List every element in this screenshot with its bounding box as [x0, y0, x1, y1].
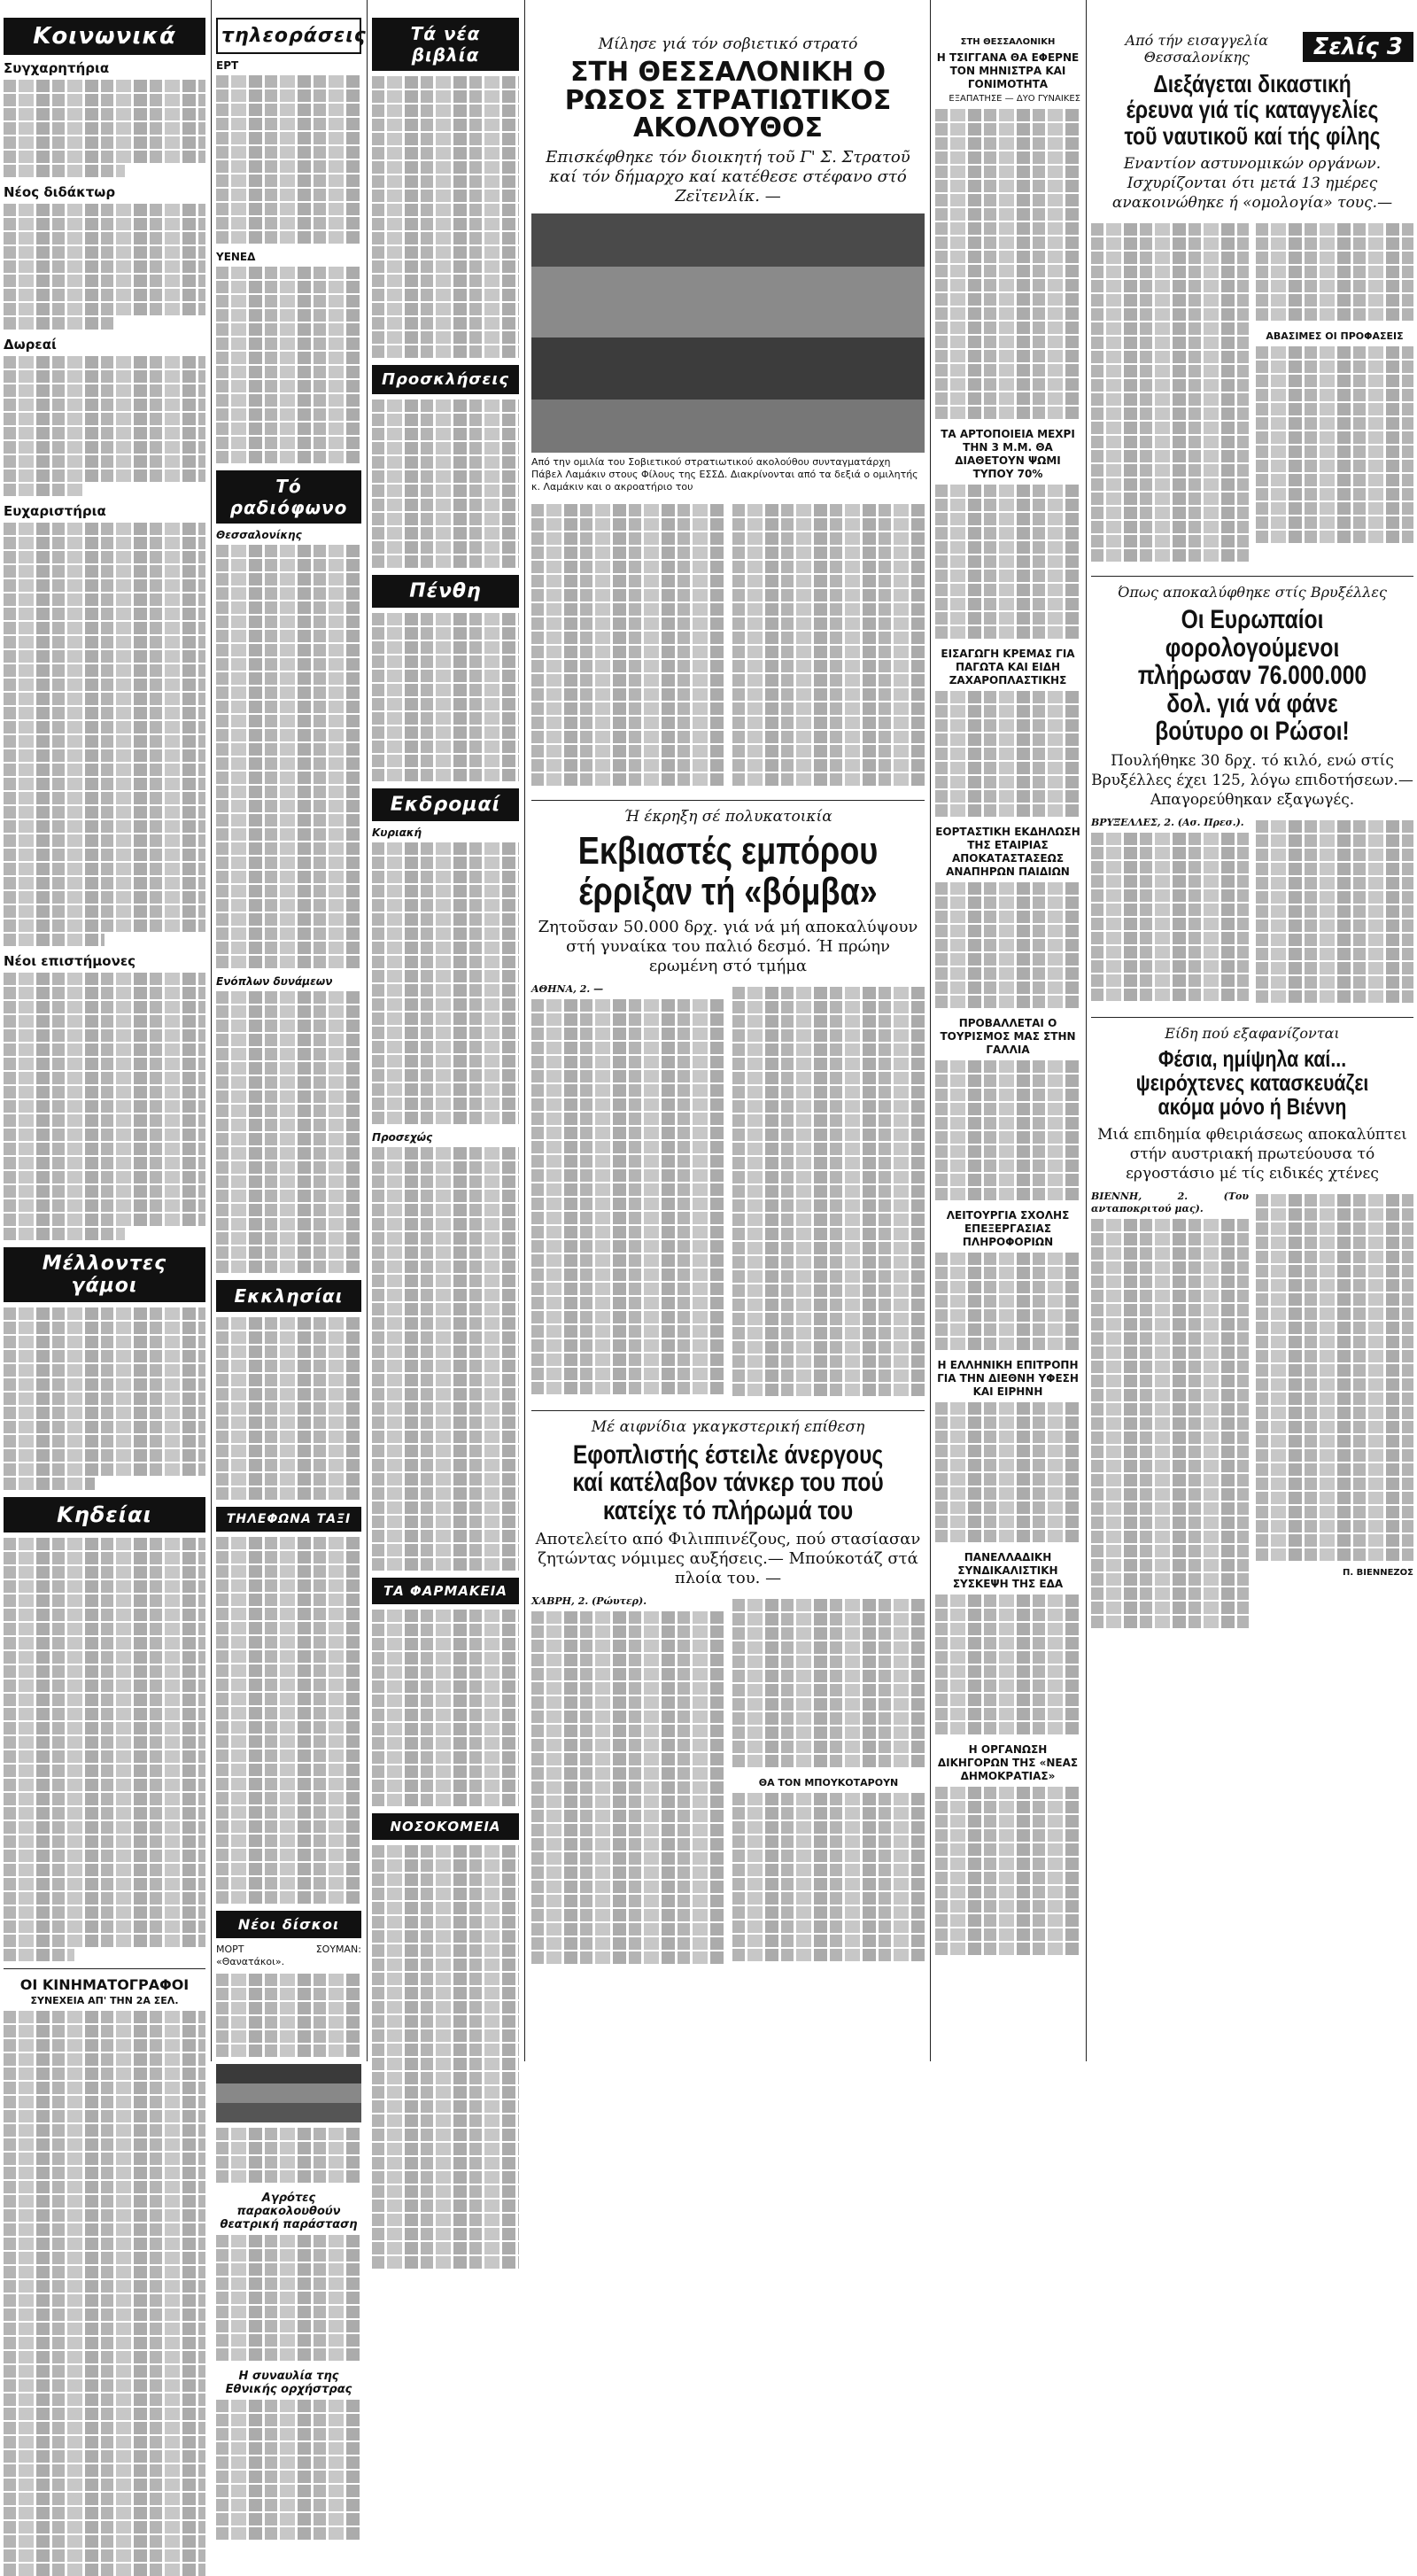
- brief-tourismos-head: ΠΡΟΒΑΛΛΕΤΑΙ Ο ΤΟΥΡΙΣΜΟΣ ΜΑΣ ΣΤΗΝ ΓΑΛΛΙΑ: [940, 1017, 1076, 1056]
- text-block: [4, 356, 205, 496]
- section-farmakeia: ΤΑ ΦΑΡΜΑΚΕΙΑ: [372, 1578, 519, 1604]
- text-block: [372, 1147, 519, 1571]
- story2-deck: Πουλήθηκε 30 δρχ. τό κιλό, ενώ στίς Βρυξέλλες έχει 125, λόγω επιδοτήσεων.— Απαγορεύθηκαν εξαγωγές.: [1091, 751, 1413, 809]
- text-block: [935, 1402, 1080, 1542]
- subhead-enoplon: Ενόπλων δυνάμεων: [216, 975, 333, 988]
- column-broadcast: [216, 0, 367, 2396]
- story2-body: [1091, 817, 1413, 1012]
- lead-deck: Επισκέφθηκε τόν διοικητή τοῦ Γ' Σ. Στρατοῦ καί τόν δήμαρχο καί κατέθεσε στέφανο στό Ζεϊτενλίκ. —: [546, 147, 910, 206]
- section-nosokomeia: ΝΟΣΟΚΟΜΕΙΑ: [372, 1813, 519, 1840]
- section-proskliseis: Προσκλήσεις: [372, 365, 519, 394]
- text-block: [935, 1253, 1080, 1350]
- story1-deck: Εναντίον αστυνομικών οργάνων. Ισχυρίζονται ότι μετά 13 ημέρες ανακοινώθηκε ή «ομολογία» τους.—: [1111, 155, 1393, 213]
- text-block: [935, 1060, 1080, 1200]
- subhead-thessalonikis: Θεσσαλονίκης: [216, 529, 302, 541]
- column-news-briefs: [935, 0, 1080, 2061]
- subhead-neoi-epistimones: Νέοι επιστήμονες: [4, 953, 136, 969]
- column-social: [4, 0, 205, 2061]
- subhead-prosechos: Προσεχώς: [372, 1131, 433, 1144]
- text-block: [216, 1974, 361, 2057]
- section-ekdromai: Εκδρομαί: [372, 788, 519, 821]
- story3-body: [1091, 1191, 1413, 1635]
- column-rule: [1086, 0, 1087, 2061]
- text-block: [935, 882, 1080, 1008]
- column-rule: [930, 0, 931, 2061]
- page-tag: Σελίς 3: [1303, 32, 1413, 62]
- text-block: [372, 1845, 519, 2269]
- text-block: [216, 2235, 361, 2361]
- text-block: [4, 523, 205, 946]
- section-radiophono: Τό ραδιόφωνο: [216, 470, 361, 524]
- tanker-headline: Εφοπλιστής έστειλε άνεργους καί κατέλαβον τάνκερ του πού κατείχε τό πλήρωμά του: [572, 1439, 884, 1525]
- column-books: [372, 0, 519, 2061]
- brief-tsigana-sub: ΕΞΑΠΑΤΗΣΕ — ΔΥΟ ΓΥΝΑΙΚΕΣ: [949, 94, 1080, 104]
- story3-headline: Φέσια, ημίψηλα καί... ψειρόχτενες κατασκευάζει ακόμα μόνο ή Βιέννη: [1135, 1044, 1369, 1121]
- bomb-dateline: ΑΘΗΝΑ, 2. —: [531, 982, 604, 995]
- brief-organosi-head: Η ΟΡΓΑΝΩΣΗ ΔΙΚΗΓΟΡΩΝ ΤΗΣ «ΝΕΑΣ ΔΗΜΟΚΡΑΤΙΑΣ»: [937, 1743, 1079, 1782]
- text-block: [372, 613, 519, 781]
- brief-eisagogi-head: ΕΙΣΑΓΩΓΗ ΚΡΕΜΑΣ ΓΙΑ ΠΑΓΩΤΑ ΚΑΙ ΕΙΔΗ ΖΑΧΑΡΟΠΛΑΣΤΙΚΗΣ: [941, 648, 1075, 687]
- phone-list: [216, 1537, 361, 1904]
- story2-kicker: Όπως αποκαλύφθηκε στίς Βρυξέλλες: [1118, 584, 1387, 601]
- cinema-heading: ΟΙ ΚΙΝΗΜΑΤΟΓΡΑΦΟΙ: [19, 1976, 190, 1993]
- brief-syskepsi-head: ΠΑΝΕΛΛΑΔΙΚΗ ΣΥΝΔΙΚΑΛΙΣΤΙΚΗ ΣΥΣΚΕΨΗ ΤΗΣ ΕΔΑ: [952, 1551, 1064, 1590]
- subhead-doreai: Δωρεαί: [4, 337, 57, 353]
- tanker-deck: Αποτελείτο από Φιλιππινέζους, πού στασίασαν ζητώντας νόμιμες αυξήσεις.— Μπούκοτάζ στά πλοία του. —: [535, 1530, 921, 1588]
- text-block: [4, 80, 205, 177]
- column-rule: [524, 0, 525, 2061]
- bomb-body: [531, 983, 925, 1405]
- brief-tsigana-head: Η ΤΣΙΓΓΑΝΑ ΘΑ ΕΦΕΡΝΕ ΤΟΝ ΜΗΝΙΣΤΡΑ ΚΑΙ ΓΟΝΙΜΟΤΗΤΑ: [936, 51, 1080, 90]
- text-block: [935, 691, 1080, 817]
- story2-dateline: ΒΡΥΞΕΛΛΕΣ, 2. (Ασ. Πρεσ.).: [1091, 816, 1244, 828]
- story2-headline: Οι Ευρωπαίοι φορολογούμενοι πλήρωσαν 76.000.000 δολ. γιά νά φάνε βούτυρο οι Ρώσοι!: [1137, 605, 1367, 747]
- brief-label: ΣΤΗ ΘΕΣΣΑΛΟΝΙΚΗ: [960, 37, 1056, 47]
- section-tileoraseis: τηλεοράσεις: [216, 18, 361, 54]
- text-block: [216, 1317, 361, 1500]
- text-block: [216, 267, 361, 463]
- tanker-subhead: ΘΑ ΤΟΝ ΜΠΟΥΚΟΤΑΡΟΥΝ: [758, 1777, 899, 1789]
- subhead-ert: ΕΡΤ: [216, 59, 239, 72]
- bomb-kicker: Ή έκρηξη σέ πολυκατοικία: [623, 807, 832, 826]
- text-block: [4, 2011, 205, 2576]
- story3-deck: Μιά επιδημία φθειριάσεως αποκαλύπτει στήν αυστριακή πρωτεύουσα τό εργοστάσιο μέ τίς ειδικές χτένες: [1097, 1125, 1407, 1183]
- section-penthi: Πένθη: [372, 575, 519, 608]
- section-ekklisiai: Εκκλησίαι: [216, 1280, 361, 1312]
- text-block: [4, 973, 205, 1240]
- tanker-body: [531, 1595, 925, 1971]
- brief-epitropi-head: Η ΕΛΛΗΝΙΚΗ ΕΠΙΤΡΟΠΗ ΓΙΑ ΤΗΝ ΔΙΕΘΝΗ ΥΦΕΣΗ ΚΑΙ ΕΙΡΗΝΗ: [937, 1359, 1079, 1398]
- bomb-headline: Εκβιαστές εμπόρου έρριξαν τή «βόμβα»: [577, 828, 879, 913]
- lead-kicker: Μίλησε γιά τόν σοβιετικό στρατό: [598, 35, 858, 53]
- section-neoi-diskoi: Νέοι δίσκοι: [216, 1911, 361, 1938]
- subhead-sygcharitiria: Συγχαρητήρια: [4, 60, 110, 76]
- text-block: [216, 545, 361, 968]
- lead-photo-caption: Από την ομιλία του Σοβιετικού στρατιωτικού ακολούθου συνταγματάρχη Πάβελ Λαμάκιν στους Φίλους της ΕΣΣΔ. Διακρίνονται από τα δεξιά ο ομιλητής κ. Λαμάκιν και ο ακροατήριο του: [531, 455, 918, 493]
- section-tilefona: ΤΗΛΕΦΩΝΑ ΤΑΞΙ: [216, 1507, 361, 1532]
- subhead-neos-didaktor: Νέος διδάκτωρ: [4, 184, 116, 200]
- bomb-deck: Ζητοῦσαν 50.000 δρχ. γιά νά μή αποκαλύψουν στή γυναίκα του παλιό δεσμό. Ή πρώην ερωμένη στό τμήμα: [538, 917, 918, 975]
- text-block: [935, 109, 1080, 419]
- story1-subhead: ΑΒΑΣΙΜΕΣ ΟΙ ΠΡΟΦΑΣΕΙΣ: [1266, 330, 1404, 343]
- text-block: [216, 2128, 361, 2183]
- column-rule: [211, 0, 212, 2061]
- lead-headline: ΣΤΗ ΘΕΣΣΑΛΟΝΙΚΗ Ο ΡΩΣΟΣ ΣΤΡΑΤΙΩΤΙΚΟΣ ΑΚΟΛΟΥΘΟΣ: [564, 57, 892, 144]
- brief-scholi-head: ΛΕΙΤΟΥΡΓΙΑ ΣΧΟΛΗΣ ΕΠΕΞΕΡΓΑΣΙΑΣ ΠΛΗΡΟΦΟΡΙΩΝ: [946, 1209, 1070, 1248]
- lead-photo: [531, 213, 925, 453]
- column-right-stories: [1091, 0, 1413, 2061]
- text-block: [216, 2400, 361, 2540]
- story3-kicker: Είδη πού εξαφανίζονται: [1165, 1024, 1340, 1042]
- subhead-yened: ΥΕΝΕΔ: [216, 251, 256, 263]
- column-lead: [531, 0, 925, 2061]
- tanker-dateline: ΧΑΒΡΗ, 2. (Ρώυτερ).: [531, 1595, 647, 1608]
- section-koinonika: Κοινωνικά: [4, 18, 205, 55]
- cinema-subheading: ΣΥΝΕΧΕΙΑ ΑΠ' ΤΗΝ 2Α ΣΕΛ.: [30, 1995, 179, 2006]
- record-photo: [216, 2064, 361, 2122]
- text-block: [372, 1610, 519, 1806]
- story3-dateline: ΒΙΕΝΝΗ, 2. (Του ανταποκριτού μας).: [1091, 1190, 1249, 1214]
- text-block: [935, 1787, 1080, 1955]
- section-mellontes-gamoi: Μέλλοντες γάμοι: [4, 1247, 205, 1302]
- text-block: [216, 75, 361, 244]
- story1-kicker: Από τήν εισαγγελία Θεσσαλονίκης: [1125, 32, 1269, 66]
- text-block: [4, 1538, 205, 1961]
- story1-headline: Διεξάγεται δικαστική έρευνα γιά τίς καταγγελίες τοῦ ναυτικοῦ καί τής φίλης: [1124, 70, 1381, 150]
- brief-artopoieia-head: ΤΑ ΑΡΤΟΠΟΙΕΙΑ ΜΕΧΡΙ ΤΗΝ 3 Μ.Μ. ΘΑ ΔΙΑΘΕΤΟΥΝ ΨΩΜΙ ΤΥΠΟΥ 70%: [941, 428, 1075, 480]
- column-rule: [367, 0, 368, 2061]
- lead-body: [531, 500, 925, 795]
- story1-body: [1091, 220, 1413, 570]
- text-block: [935, 485, 1080, 639]
- theatre-heading: Αγρότες παρακολουθούν θεατρική παράσταση: [220, 2192, 358, 2231]
- subhead-efcharistiria: Ευχαριστήρια: [4, 503, 106, 519]
- text-block: [4, 204, 205, 330]
- story3-signature: Π. ΒΙΕΝΝΕΖΟΣ: [1343, 1567, 1413, 1578]
- tanker-kicker: Μέ αιφνίδια γκαγκστερική επίθεση: [591, 1417, 865, 1436]
- concert-heading: Η συναυλία της Εθνικής ορχήστρας: [225, 2370, 352, 2396]
- text-block: [372, 76, 519, 358]
- text-block: [372, 842, 519, 1124]
- text-block: [935, 1594, 1080, 1734]
- text-block: [4, 1307, 205, 1490]
- text-block: [372, 400, 519, 568]
- section-kideiai: Κηδείαι: [4, 1497, 205, 1532]
- brief-eortastiki-head: ΕΟΡΤΑΣΤΙΚΗ ΕΚΔΗΛΩΣΗ ΤΗΣ ΕΤΑΙΡΙΑΣ ΑΠΟΚΑΤΑΣΤΑΣΕΩΣ ΑΝΑΠΗΡΩΝ ΠΑΙΔΙΩΝ: [935, 826, 1080, 878]
- record-title: ΜΟΡΤ ΣΟΥΜΑΝ: «Θανατάκοι».: [216, 1944, 361, 1967]
- subhead-kyriaki: Κυριακή: [372, 826, 422, 839]
- section-nea-vivlia: Τά νέα βιβλία: [372, 18, 519, 71]
- text-block: [216, 991, 361, 1273]
